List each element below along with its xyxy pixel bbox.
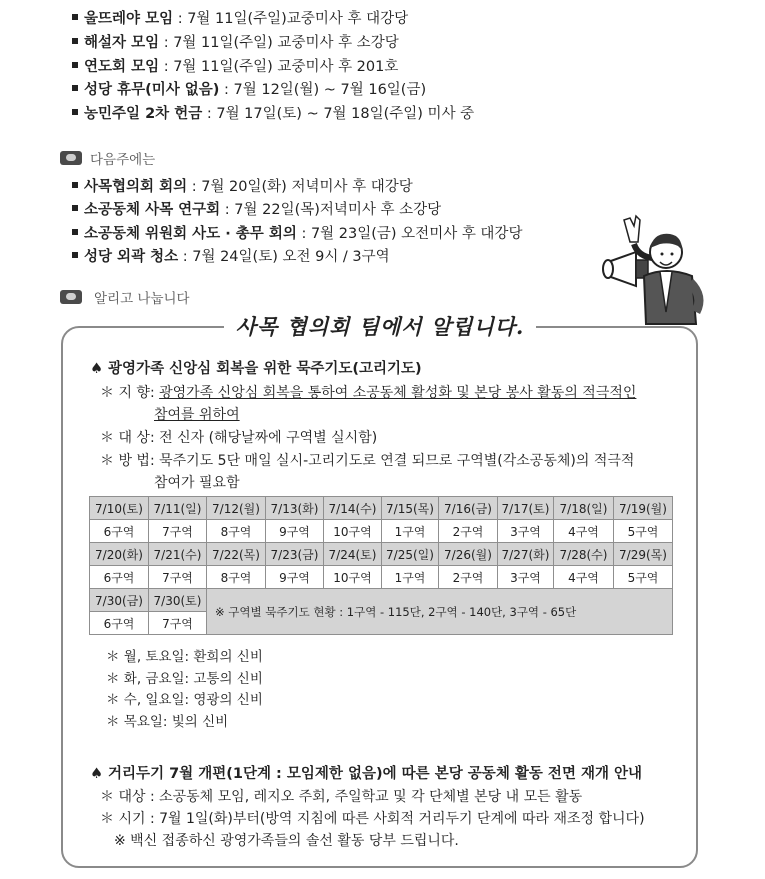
date-cell: 7/12(월) bbox=[207, 497, 266, 520]
list-item: 성당 휴무(미사 없음) : 7월 12일(월) ~ 7월 16일(금) bbox=[72, 79, 474, 103]
date-cell: 7/28(수) bbox=[554, 543, 614, 566]
date-cell: 7/21(수) bbox=[149, 543, 207, 566]
list-item: ＊ 월, 토요일: 환희의 신비 bbox=[106, 649, 263, 665]
distancing-target: ＊ 대상 : 소공동체 모임, 레지오 주회, 주일학교 및 각 단체별 본당 내 모든 활동 bbox=[100, 789, 583, 805]
list-item: ＊ 수, 일요일: 영광의 신비 bbox=[106, 692, 263, 708]
area-cell: 6구역 bbox=[90, 612, 149, 635]
date-cell: 7/11(일) bbox=[149, 497, 207, 520]
date-cell: 7/24(토) bbox=[324, 543, 382, 566]
area-cell: 8구역 bbox=[207, 566, 266, 589]
table-row bbox=[90, 497, 673, 520]
next-week-heading: 다음주에는 bbox=[60, 148, 155, 168]
square-bullet-icon bbox=[72, 109, 78, 115]
square-bullet-icon bbox=[72, 229, 78, 235]
announce-heading: 알리고 나눕니다 bbox=[60, 287, 190, 307]
area-cell: 4구역 bbox=[554, 566, 614, 589]
date-cell: 7/29(목) bbox=[614, 543, 673, 566]
area-cell: 7구역 bbox=[149, 612, 207, 635]
date-cell: 7/20(화) bbox=[90, 543, 149, 566]
square-bullet-icon bbox=[72, 85, 78, 91]
area-cell: 6구역 bbox=[90, 520, 149, 543]
square-bullet-icon bbox=[72, 182, 78, 188]
date-cell: 7/19(월) bbox=[614, 497, 673, 520]
area-cell: 8구역 bbox=[207, 520, 266, 543]
date-cell: 7/10(토) bbox=[90, 497, 149, 520]
distancing-note: ※ 백신 접종하신 광영가족들의 솔선 활동 당부 드립니다. bbox=[114, 833, 459, 849]
area-cell: 6구역 bbox=[90, 566, 149, 589]
box-title: 사목 협의회 팀에서 알립니다. bbox=[224, 308, 536, 346]
square-bullet-icon bbox=[72, 205, 78, 211]
rosary-schedule-table bbox=[89, 496, 673, 635]
prayer-target: ＊ 대 상: 전 신자 (해당날짜에 구역별 실시함) bbox=[100, 430, 378, 446]
next-week-list bbox=[72, 176, 522, 270]
area-cell: 5구역 bbox=[614, 566, 673, 589]
date-cell: 7/25(일) bbox=[382, 543, 439, 566]
section-marker-icon bbox=[60, 290, 82, 304]
list-item: 소공동체 위원회 사도 · 총무 회의 : 7월 23일(금) 오전미사 후 대강당 bbox=[72, 223, 522, 246]
date-cell: 7/17(토) bbox=[498, 497, 554, 520]
mystery-list bbox=[106, 647, 263, 733]
table-row bbox=[90, 566, 673, 589]
date-cell: 7/15(목) bbox=[382, 497, 439, 520]
area-cell: 2구역 bbox=[439, 566, 498, 589]
prayer-method-cont: 참여가 필요함 bbox=[154, 475, 240, 491]
list-item: 농민주일 2차 헌금 : 7월 17일(토) ~ 7월 18일(주일) 미사 중 bbox=[72, 103, 474, 127]
megaphone-man-icon bbox=[600, 212, 710, 328]
list-item: 연도회 모임 : 7월 11일(주일) 교중미사 후 201호 bbox=[72, 56, 474, 80]
square-bullet-icon bbox=[72, 14, 78, 20]
date-cell: 7/18(일) bbox=[554, 497, 614, 520]
date-cell: 7/16(금) bbox=[439, 497, 498, 520]
list-item: 해설자 모임 : 7월 11일(주일) 교중미사 후 소강당 bbox=[72, 32, 474, 56]
date-cell: 7/23(금) bbox=[266, 543, 324, 566]
date-cell: 7/27(화) bbox=[498, 543, 554, 566]
area-cell: 10구역 bbox=[324, 520, 382, 543]
table-row bbox=[90, 520, 673, 543]
list-item: 성당 외곽 청소 : 7월 24일(토) 오전 9시 / 3구역 bbox=[72, 246, 522, 269]
area-cell: 9구역 bbox=[266, 520, 324, 543]
area-cell: 7구역 bbox=[149, 566, 207, 589]
prayer-method: ＊ 방 법: 묵주기도 5단 매일 실시-고리기도로 연결 되므로 구역별(각소공동체)의 적극적 bbox=[100, 453, 635, 469]
list-item: ＊ 목요일: 빛의 신비 bbox=[106, 713, 229, 730]
announcement-list bbox=[72, 8, 474, 127]
area-cell: 3구역 bbox=[498, 520, 554, 543]
area-cell: 3구역 bbox=[498, 566, 554, 589]
date-cell: 7/26(월) bbox=[439, 543, 498, 566]
date-cell: 7/14(수) bbox=[324, 497, 382, 520]
area-cell: 4구역 bbox=[554, 520, 614, 543]
list-item: 소공동체 사목 연구회 : 7월 22일(목)저녁미사 후 소강당 bbox=[72, 199, 522, 222]
area-cell: 5구역 bbox=[614, 520, 673, 543]
area-cell: 10구역 bbox=[324, 566, 382, 589]
area-cell: 1구역 bbox=[382, 520, 439, 543]
area-cell: 1구역 bbox=[382, 566, 439, 589]
distancing-period: ＊ 시기 : 7월 1일(화)부터(방역 지침에 따른 사회적 거리두기 단계에 따라 재조정 합니다) bbox=[100, 811, 645, 827]
date-cell: 7/22(목) bbox=[207, 543, 266, 566]
section-marker-icon bbox=[60, 151, 82, 165]
date-cell: 7/30(토) bbox=[149, 589, 207, 612]
area-cell: 2구역 bbox=[439, 520, 498, 543]
list-item: 울뜨레야 모임 : 7월 11일(주일)교중미사 후 대강당 bbox=[72, 8, 474, 32]
prayer-goal-cont: 참여를 위하여 bbox=[154, 407, 240, 423]
list-item: 사목협의회 회의 : 7월 20일(화) 저녁미사 후 대강당 bbox=[72, 176, 522, 199]
prayer-goal: ＊ 지 향: 광영가족 신앙심 회복을 통하여 소공동체 활성화 및 본당 봉사 활동의 적극적인 bbox=[100, 385, 637, 401]
square-bullet-icon bbox=[72, 252, 78, 258]
date-cell: 7/30(금) bbox=[90, 589, 149, 612]
square-bullet-icon bbox=[72, 38, 78, 44]
area-cell: 7구역 bbox=[149, 520, 207, 543]
table-row bbox=[90, 589, 673, 612]
date-cell: 7/13(화) bbox=[266, 497, 324, 520]
distancing-title: ♠ 거리두기 7월 개편(1단계 : 모임제한 없음)에 따른 본당 공동체 활동 전면 재개 안내 bbox=[90, 766, 643, 782]
square-bullet-icon bbox=[72, 62, 78, 68]
table-row bbox=[90, 543, 673, 566]
prayer-title: ♠ 광영가족 신앙심 회복을 위한 묵주기도(고리기도) bbox=[90, 361, 422, 377]
area-cell: 9구역 bbox=[266, 566, 324, 589]
schedule-note: ※ 구역별 묵주기도 현황 : 1구역 - 115단, 2구역 - 140단, 3구역 - 65단 bbox=[207, 589, 673, 635]
list-item: ＊ 화, 금요일: 고통의 신비 bbox=[106, 670, 263, 687]
